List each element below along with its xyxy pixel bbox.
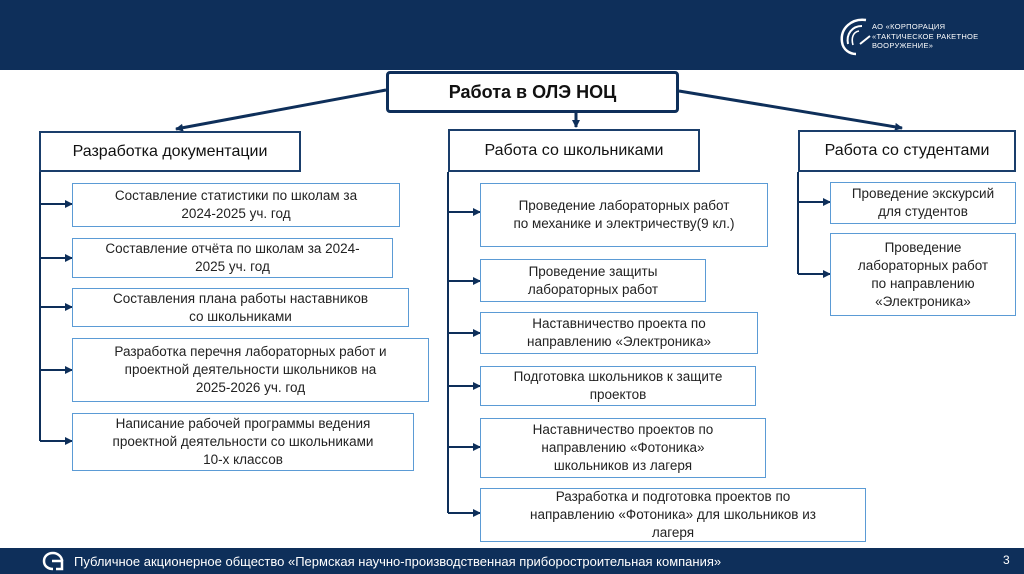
schoolchildren-item: Подготовка школьников к защите проектов xyxy=(480,366,756,406)
branch-students-header: Работа со студентами xyxy=(798,130,1016,172)
root-node: Работа в ОЛЭ НОЦ xyxy=(386,71,679,113)
schoolchildren-item: Проведение защиты лабораторных работ xyxy=(480,259,706,302)
documentation-item: Написание рабочей программы ведения проектной деятельности со школьниками 10-х классов xyxy=(72,413,414,471)
schoolchildren-item: Проведение лабораторных работ по механике и электричеству(9 кл.) xyxy=(480,183,768,247)
students-item: Проведение лабораторных работ по направлению «Электроника» xyxy=(830,233,1016,316)
schoolchildren-item: Наставничество проектов по направлению «Фотоника» школьников из лагеря xyxy=(480,418,766,478)
corporation-logo-text: АО «КОРПОРАЦИЯ «ТАКТИЧЕСКОЕ РАКЕТНОЕ ВООРУЖЕНИЕ» xyxy=(872,22,979,50)
branch-documentation-header: Разработка документации xyxy=(39,131,301,172)
documentation-item: Составление статистики по школам за 2024-2025 уч. год xyxy=(72,183,400,227)
students-item: Проведение экскурсий для студентов xyxy=(830,182,1016,224)
schoolchildren-item: Наставничество проекта по направлению «Электроника» xyxy=(480,312,758,354)
branch-schoolchildren-header: Работа со школьниками xyxy=(448,129,700,172)
footer-company-name: Публичное акционерное общество «Пермская научно-производственная приборостроительная компания» xyxy=(74,554,722,569)
page-number: 3 xyxy=(1003,553,1010,567)
documentation-item: Разработка перечня лабораторных работ и проектной деятельности школьников на 2025-2026 уч. год xyxy=(72,338,429,402)
documentation-item: Составление отчёта по школам за 2024- 2025 уч. год xyxy=(72,238,393,278)
documentation-item: Составления плана работы наставников со школьниками xyxy=(72,288,409,327)
schoolchildren-item: Разработка и подготовка проектов по направлению «Фотоника» для школьников из лагеря xyxy=(480,488,866,542)
company-emblem-icon xyxy=(42,551,64,571)
